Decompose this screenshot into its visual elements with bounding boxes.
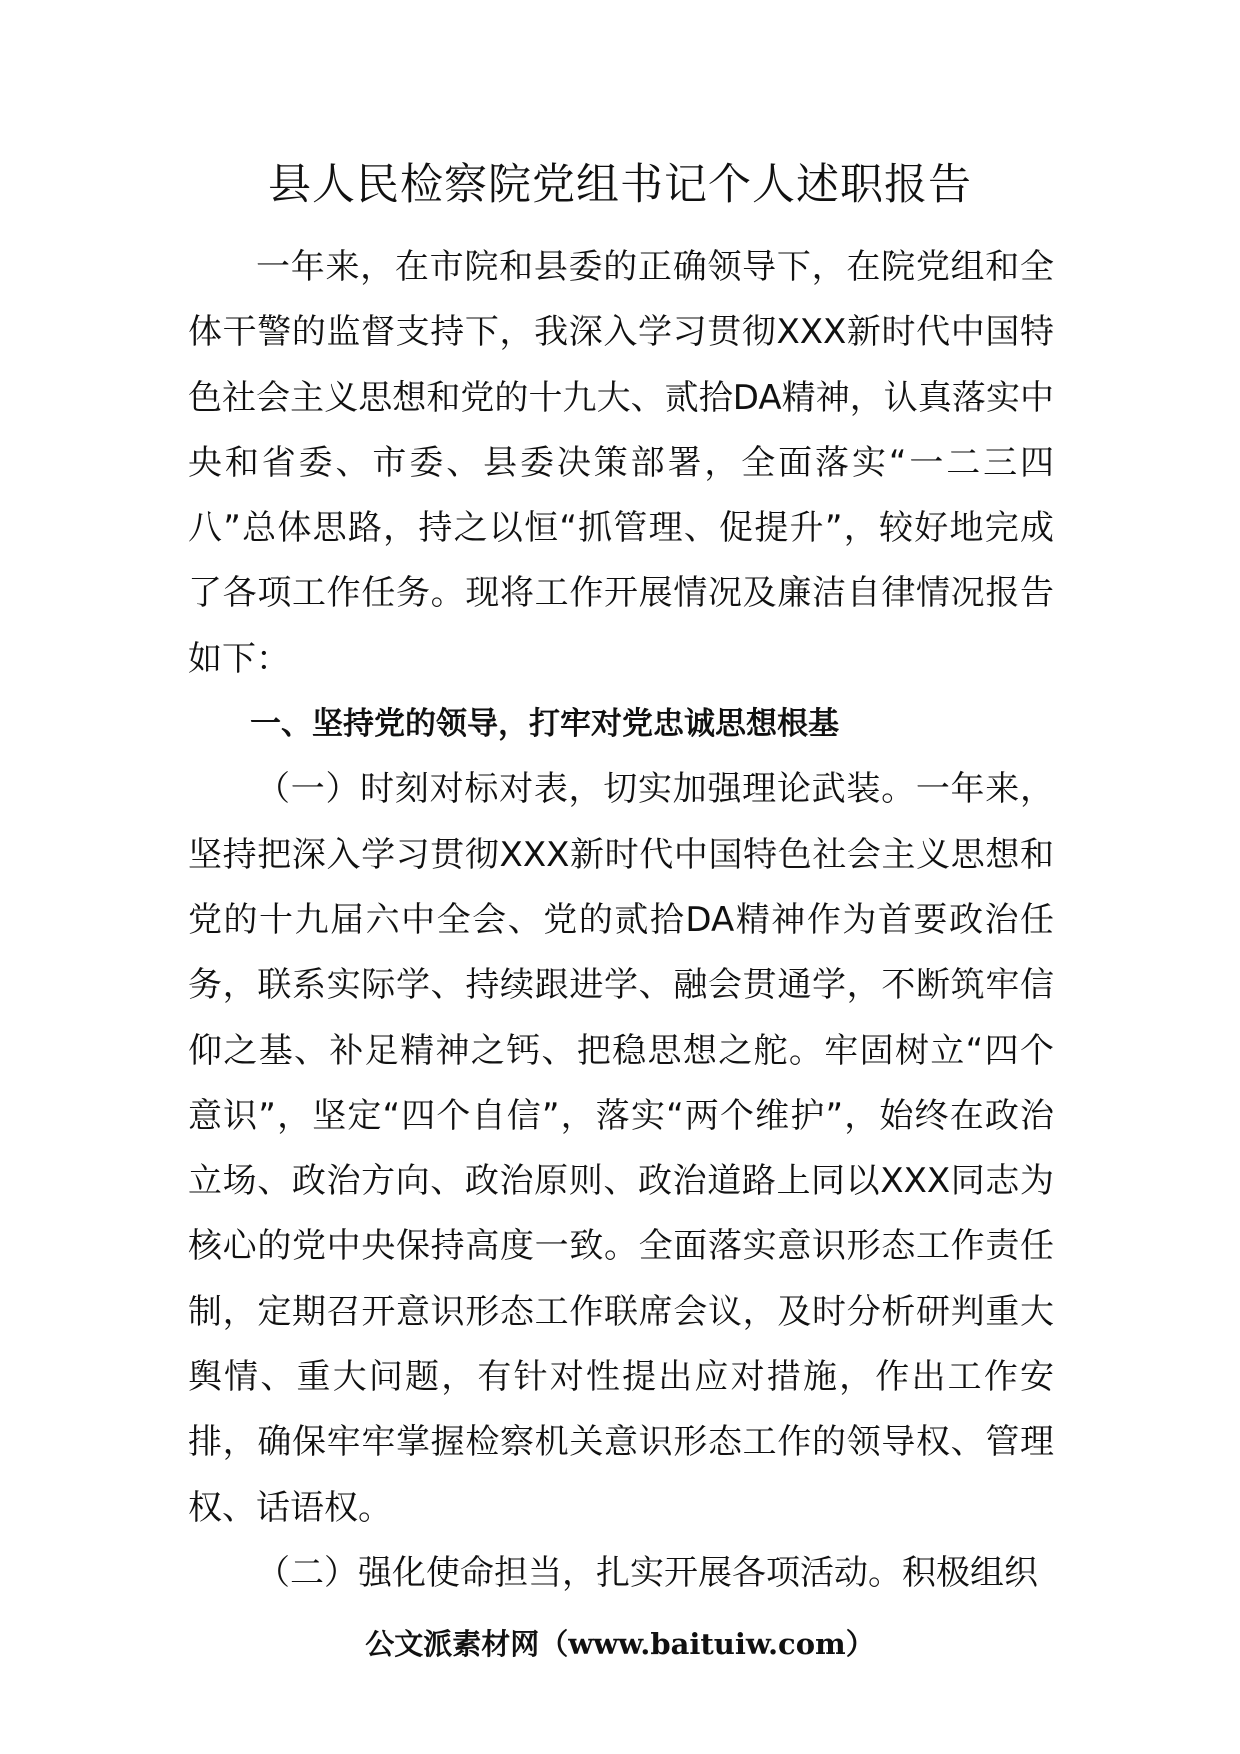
source-footer: 公文派素材网（www.baituiw.com） bbox=[365, 1627, 875, 1661]
intro-paragraph: 一年来，在市院和县委的正确领导下，在院党组和全体干警的监督支持下，我深入学习贯彻XXX新时代中国特色社会主义思想和党的十九大、贰拾DA精神，认真落实中央和省委、市委、县委决策部署，全面落实“一二三四八”总体思路，持之以恒“抓管理、促提升”，较好地完成了各项工作任务。现将工作开展情况及廉洁自律情况报告如下： bbox=[188, 247, 1054, 679]
document-body bbox=[188, 235, 1054, 1606]
subsection-paragraph-2: （二）强化使命担当，扎实开展各项活动。积极组织 bbox=[256, 1552, 1038, 1593]
section-heading: 一、坚持党的领导，打牢对党忠诚思想根基 bbox=[250, 706, 839, 743]
subsection-paragraph-1: （一）时刻对标对表，切实加强理论武装。一年来，坚持把深入学习贯彻XXX新时代中国特色社会主义思想和党的十九届六中全会、党的贰拾DA精神作为首要政治任务，联系实际学、持续跟进学、融会贯通学，不断筑牢信仰之基、补足精神之钙、把稳思想之舵。牢固树立“四个意识”，坚定“四个自信”，落实“两个维护”，始终在政治立场、政治方向、政治原则、政治道路上同以XXX同志为核心的党中央保持高度一致。全面落实意识形态工作责任制，定期召开意识形态工作联席会议，及时分析研判重大舆情、重大问题，有针对性提出应对措施，作出工作安排，确保牢牢掌握检察机关意识形态工作的领导权、管理权、话语权。 bbox=[188, 769, 1054, 1528]
document-title: 县人民检察院党组书记个人述职报告 bbox=[268, 160, 972, 210]
